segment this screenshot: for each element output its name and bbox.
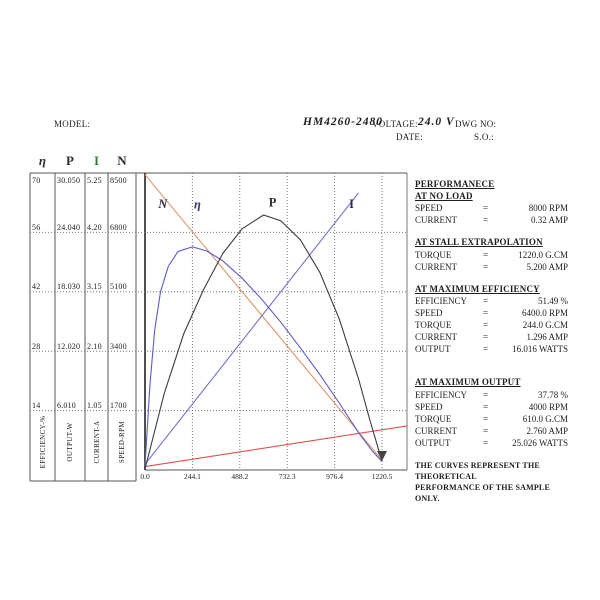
panel-row-value: 610.0 G.CM: [522, 413, 568, 424]
panel-section-title: AT MAXIMUM OUTPUT: [415, 377, 521, 387]
axis-tick-value-efficiency: 56: [32, 222, 41, 232]
panel-row-value: 244.0 G.CM: [522, 320, 568, 330]
axis-tick-value-current: 2.10: [87, 341, 102, 351]
equals-sign: =: [483, 308, 489, 318]
panel-row: [415, 437, 568, 449]
axis-tick-value-speed: 6800: [110, 222, 127, 232]
panel-section-title: AT NO LOAD: [415, 190, 473, 201]
axis-header-current: I: [93, 153, 100, 168]
dwg-no-label: DWG NO:: [455, 119, 497, 129]
equals-sign: =: [483, 389, 489, 400]
x-tick-label: 732.3: [278, 472, 296, 481]
axis-header-efficiency: η: [38, 153, 47, 168]
axis-tick-value-output: 6.010: [57, 401, 76, 410]
panel-row-value: 8000 RPM: [528, 203, 568, 213]
curve-speed: [145, 175, 382, 461]
panel-section-title: AT STALL EXTRAPOLATION: [415, 237, 543, 247]
axis-unit-label-efficiency: EFFICIENCY-%: [38, 415, 47, 469]
panel-sections: [415, 179, 568, 449]
panel-row-value: 0.32 AMP: [530, 215, 568, 225]
panel-section: [415, 377, 568, 449]
footer-note-line: PERFORMANCE OF THE SAMPLE ONLY.: [415, 482, 551, 503]
equals-sign: =: [483, 332, 489, 342]
axis-tick-value-output: 30.050: [57, 176, 81, 185]
panel-section: [415, 191, 568, 227]
panel-row-label: EFFICIENCY: [415, 296, 468, 306]
axis-tick-value-efficiency: 70: [32, 176, 41, 185]
equals-sign: =: [483, 215, 489, 225]
equals-sign: =: [483, 344, 489, 354]
axis-tick-value-efficiency: 28: [32, 341, 41, 351]
equals-sign: =: [483, 401, 489, 412]
panel-row-label: TORQUE: [415, 413, 452, 424]
panel-row-label: CURRENT: [415, 261, 458, 272]
axis-tick-value-efficiency: 42: [32, 282, 41, 292]
panel-row: [415, 307, 568, 319]
voltage-label: VOLTAGE:: [372, 119, 418, 129]
panel-row: [415, 249, 568, 261]
axis-tick-value-output: 24.040: [57, 222, 81, 232]
axis-unit-label-output: OUTPUT-W: [66, 422, 74, 462]
panel-row-label: OUTPUT: [415, 437, 451, 448]
panel-row: [415, 389, 568, 401]
equals-sign: =: [483, 203, 489, 213]
axis-header-output: P: [66, 153, 74, 168]
panel-row-value: 25.026 WATTS: [512, 437, 568, 448]
equals-sign: =: [483, 413, 489, 424]
footer-note-line: THE CURVES REPRESENT THE THEORETICAL: [415, 460, 540, 481]
axis-tick-value-current: 3.15: [87, 282, 102, 292]
panel-row: [415, 343, 568, 355]
curve-efficiency: [145, 247, 382, 466]
panel-section-title: PERFORMANECE: [415, 179, 495, 189]
panel-row-label: TORQUE: [415, 320, 452, 330]
panel-row: [415, 401, 568, 413]
axis-tick-value-output: 18.030: [57, 282, 81, 292]
panel-row-value: 6400.0 RPM: [521, 308, 568, 318]
equals-sign: =: [483, 296, 489, 306]
panel-row: [415, 331, 568, 343]
panel-row: [415, 319, 568, 331]
curve-current: [145, 193, 359, 465]
voltage-value: 24.0 V: [418, 116, 455, 128]
axis-tick-value-speed: 3400: [110, 341, 127, 351]
x-tick-label: 1220.5: [371, 472, 393, 481]
panel-section: [415, 284, 568, 356]
panel-row-label: SPEED: [415, 203, 443, 213]
equals-sign: =: [483, 249, 489, 260]
footer-note: [415, 460, 568, 504]
panel-row-value: 4000 RPM: [528, 401, 568, 412]
panel-row-label: EFFICIENCY: [415, 389, 468, 400]
date-label: DATE:: [396, 132, 423, 142]
axis-unit-label-current: CURRENT-A: [92, 420, 101, 464]
axis-unit-label-speed: SPEED-RPM: [118, 420, 126, 464]
panel-section-title: AT MAXIMUM EFFICIENCY: [415, 283, 540, 294]
curve-output: [145, 215, 382, 469]
x-tick-label: 244.1: [183, 472, 201, 481]
curve-label-N: N: [158, 197, 168, 211]
x-tick-label: 976.4: [326, 472, 344, 481]
axis-tick-value-current: 1.05: [87, 401, 102, 410]
performance-data-panel: [415, 179, 568, 504]
curve-red-baseline: [145, 426, 407, 467]
panel-row: [415, 295, 568, 307]
axis-tick-value-current: 4.20: [87, 222, 102, 232]
panel-row-value: 1220.0 G.CM: [518, 249, 568, 260]
panel-row: [415, 214, 568, 226]
panel-row-value: 37.78 %: [538, 389, 568, 400]
x-tick-label: 0.0: [140, 472, 150, 481]
axis-tick-value-speed: 5100: [110, 282, 127, 292]
panel-row-value: 51.49 %: [538, 296, 568, 306]
panel-row: [415, 413, 568, 425]
panel-section: [415, 237, 568, 273]
curve-label-η: η: [193, 197, 201, 212]
panel-row-label: OUTPUT: [415, 344, 451, 354]
panel-section: [415, 179, 568, 191]
panel-row: [415, 202, 568, 214]
curve-label-P: P: [268, 195, 277, 210]
axis-tick-value-speed: 1700: [110, 401, 127, 410]
panel-row-label: SPEED: [415, 401, 443, 412]
axis-tick-value-efficiency: 14: [32, 401, 41, 410]
model-label: MODEL:: [54, 119, 91, 129]
panel-row-label: SPEED: [415, 308, 443, 318]
equals-sign: =: [483, 437, 489, 448]
panel-row: [415, 261, 568, 273]
equals-sign: =: [483, 261, 489, 272]
panel-row-value: 5.200 AMP: [526, 261, 568, 272]
panel-row-label: TORQUE: [415, 249, 452, 260]
panel-row-label: CURRENT: [415, 425, 458, 436]
model-value: HM4260-2480: [303, 116, 383, 128]
panel-row-label: CURRENT: [415, 215, 458, 225]
equals-sign: =: [483, 425, 489, 436]
panel-row-label: CURRENT: [415, 332, 458, 342]
axis-tick-value-output: 12.020: [57, 341, 81, 351]
axis-tick-value-speed: 8500: [110, 176, 127, 185]
so-label: S.O.:: [474, 132, 495, 142]
x-tick-label: 488.2: [231, 472, 249, 481]
curve-label-I: I: [349, 197, 354, 211]
equals-sign: =: [483, 320, 489, 330]
panel-row-value: 2.760 AMP: [526, 425, 568, 436]
panel-row: [415, 425, 568, 437]
panel-row-value: 16.016 WATTS: [512, 344, 568, 354]
panel-row-value: 1.296 AMP: [526, 332, 568, 342]
axis-header-speed: N: [117, 153, 127, 168]
axis-tick-value-current: 5.25: [87, 176, 102, 185]
